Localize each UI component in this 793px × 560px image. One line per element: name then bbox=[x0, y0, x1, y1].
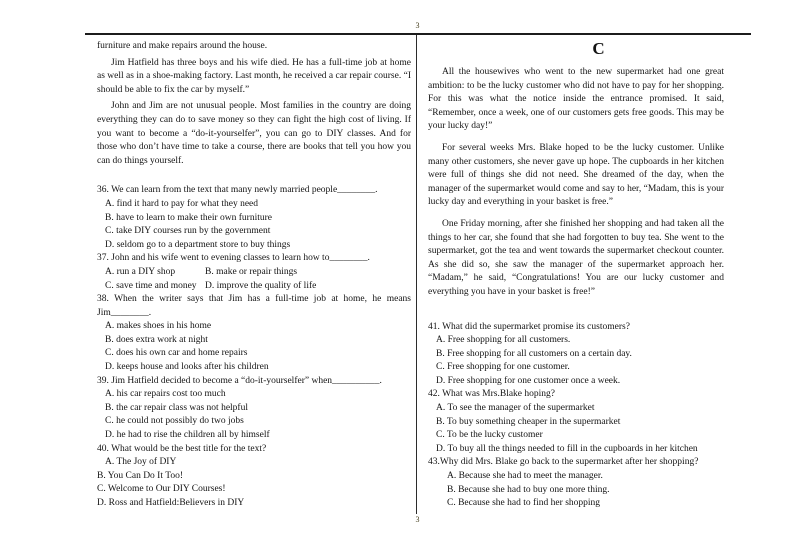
option: C. save time and money bbox=[105, 280, 197, 291]
option-line bbox=[97, 470, 411, 484]
option: D. keeps house and looks after his children bbox=[105, 362, 269, 373]
option: C. he could not possibly do two jobs bbox=[105, 416, 244, 427]
option-line bbox=[97, 497, 411, 511]
option: A. Because she had to meet the manager. bbox=[447, 471, 603, 482]
option-line bbox=[97, 483, 411, 497]
question-stem: 40. What would be the best title for the text? bbox=[97, 443, 267, 454]
passage-paragraph: For several weeks Mrs. Blake hoped to be the lucky customer. Unlike many other customers, she never gave up hope. The cupboards in her kitchen were full of things she did not need. She dreamed of the day, when the manager of the supermarket would come and say to her, “Madam, this is your lucky day and everything in your basket is free.” bbox=[428, 142, 724, 208]
option: B. make or repair things bbox=[205, 266, 298, 277]
option-line bbox=[428, 470, 724, 484]
option: A. run a DIY shop bbox=[105, 266, 176, 277]
option-line bbox=[97, 320, 411, 334]
option-line bbox=[428, 402, 724, 416]
option: C. Welcome to Our DIY Courses! bbox=[97, 484, 226, 495]
option-line bbox=[97, 198, 411, 212]
right-column bbox=[428, 38, 724, 511]
question-stem: 43.Why did Mrs. Blake go back to the supermarket after her shopping? bbox=[428, 457, 699, 468]
question-stem: 38. When the writer says that Jim has a full-time job at home, he means Jim________. bbox=[97, 294, 411, 318]
option-line bbox=[428, 497, 724, 511]
option: C. To be the lucky customer bbox=[436, 430, 543, 441]
option-line bbox=[97, 361, 411, 375]
question-list bbox=[428, 321, 724, 511]
option: D. he had to rise the children all by himself bbox=[105, 430, 270, 441]
option: B. Free shopping for all customers on a certain day. bbox=[436, 348, 632, 359]
option-line bbox=[428, 348, 724, 362]
page-number-bottom: 3 bbox=[415, 515, 420, 524]
option-line bbox=[97, 239, 411, 253]
option: A. makes shoes in his home bbox=[105, 321, 212, 332]
option: A. Free shopping for all customers. bbox=[436, 335, 571, 346]
option: D. seldom go to a department store to buy things bbox=[105, 239, 291, 250]
option-line bbox=[97, 334, 411, 348]
option-line bbox=[428, 334, 724, 348]
option: B. To buy something cheaper in the supermarket bbox=[436, 416, 621, 427]
option: B. You Can Do It Too! bbox=[97, 470, 183, 481]
option: B. the car repair class was not helpful bbox=[105, 402, 248, 413]
option: A. To see the manager of the supermarket bbox=[436, 403, 595, 414]
option: A. find it hard to pay for what they need bbox=[105, 198, 259, 209]
page-number-top: 3 bbox=[415, 21, 420, 30]
option-line bbox=[97, 415, 411, 429]
passage-paragraph: John and Jim are not unusual people. Most families in the country are doing everything they can do to save money so they can fight the high cost of living. If you want to become a “do-it-yourselfer”, you can go to DIY classes. And for those who don’t have time to take a course, there are books that tell you how you can do things yourself. bbox=[97, 101, 411, 166]
section-heading: C bbox=[592, 39, 605, 58]
question-stem: 39. Jim Hatfield decided to become a “do-it-yourselfer” when__________. bbox=[97, 375, 382, 386]
question-stem: 42. What was Mrs.Blake hoping? bbox=[428, 389, 555, 400]
option-line bbox=[97, 225, 411, 239]
passage-paragraph: Jim Hatfield has three boys and his wife died. He has a full-time job at home as well as in a shoe-making factory. Last month, he received a car repair course. “I should be able to fix the car by myself.” bbox=[97, 57, 411, 95]
question-list bbox=[97, 184, 411, 510]
passage-paragraph: One Friday morning, after she finished her shopping and had taken all the things to her car, she found that she had forgotten to buy tea. She went to the supermarket, got the tea and went towards the supermarket checkout counter. As she did so, she saw the manager of the supermarket approach her. “Madam,” he said, “Congratulations! You are our lucky customer and everything you have in your basket is free!” bbox=[428, 218, 724, 297]
option: A. his car repairs cost too much bbox=[105, 389, 226, 400]
option-line bbox=[428, 416, 724, 430]
option-line bbox=[428, 361, 724, 375]
option: D. To buy all the things needed to fill in the cupboards in her kitchen bbox=[436, 443, 698, 454]
option: A. The Joy of DIY bbox=[105, 457, 177, 468]
option: D. Free shopping for one customer once a week. bbox=[436, 375, 621, 386]
option: B. Because she had to buy one more thing. bbox=[447, 484, 610, 495]
option: C. Because she had to find her shopping bbox=[447, 498, 601, 509]
option: C. take DIY courses run by the government bbox=[105, 226, 271, 237]
passage-paragraph: furniture and make repairs around the house. bbox=[97, 41, 268, 51]
option-line bbox=[97, 429, 411, 443]
passage-paragraph: All the housewives who went to the new supermarket had one great ambition: to be the lucky customer who did not have to pay for her shopping. For this was what the notice inside the entrance promised. It said, “Remember, once a week, one of our customers gets free goods. This may be your lucky day!” bbox=[428, 67, 724, 132]
question-stem: 37. John and his wife went to evening classes to learn how to________. bbox=[97, 253, 370, 264]
option-line bbox=[428, 429, 724, 443]
option: D. Ross and Hatfield:Believers in DIY bbox=[97, 498, 245, 508]
option-line bbox=[97, 212, 411, 226]
option-line bbox=[428, 375, 724, 389]
option-line bbox=[97, 402, 411, 416]
option: C. Free shopping for one customer. bbox=[436, 362, 570, 373]
option-line bbox=[97, 280, 411, 294]
question-stem: 36. We can learn from the text that many newly married people________. bbox=[97, 185, 378, 196]
left-column bbox=[97, 40, 411, 511]
question-stem: 41. What did the supermarket promise its customers? bbox=[428, 321, 630, 332]
option: D. improve the quality of life bbox=[205, 280, 317, 291]
option-line bbox=[97, 266, 411, 280]
option-line bbox=[97, 456, 411, 470]
option-line bbox=[97, 347, 411, 361]
option: B. have to learn to make their own furniture bbox=[105, 212, 272, 223]
top-rule bbox=[85, 33, 751, 35]
option: C. does his own car and home repairs bbox=[105, 348, 248, 359]
option: B. does extra work at night bbox=[105, 334, 208, 345]
column-divider bbox=[416, 35, 417, 514]
option-line bbox=[97, 388, 411, 402]
option-line bbox=[428, 443, 724, 457]
option-line bbox=[428, 484, 724, 498]
